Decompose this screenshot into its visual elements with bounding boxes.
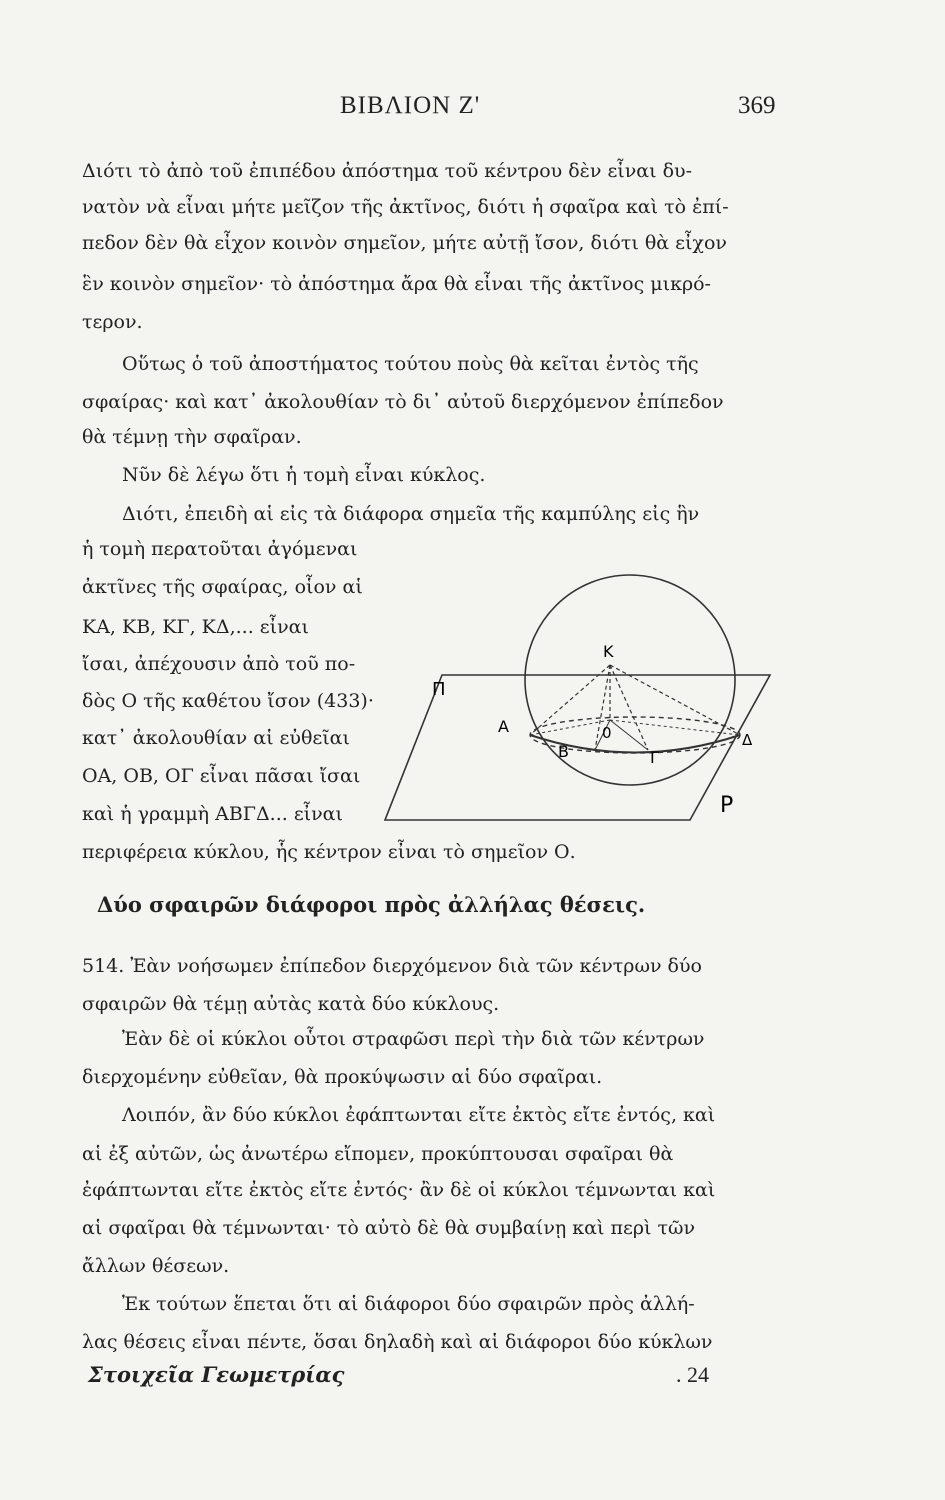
text-line: περιφέρεια κύκλου, ἧς κέντρον εἶναι τὸ σημεῖον Ο. [82, 841, 576, 863]
text-line: Διότι, ἐπειδὴ αἱ εἰς τὰ διάφορα σημεῖα τῆς καμπύλης εἰς ἣν [122, 503, 700, 525]
text-line: ἓν κοινὸν σημεῖον· τὸ ἀπόστημα ἄρα θὰ εἶναι τῆς ἀκτῖνος μικρό- [82, 273, 711, 295]
label-g: Γ [650, 748, 659, 767]
text-line: ἡ τομὴ περατοῦται ἀγόμεναι [82, 538, 358, 560]
text-line: σφαιρῶν θὰ τέμῃ αὐτὰς κατὰ δύο κύκλους. [82, 993, 500, 1015]
text-line: σφαίρας· καὶ κατ᾿ ἀκολουθίαν τὸ δι᾿ αὐτοῦ διερχόμενον ἐπίπεδον [82, 391, 724, 413]
text-line: Νῦν δὲ λέγω ὅτι ἡ τομὴ εἶναι κύκλος. [122, 464, 486, 486]
text-line: αἱ ἐξ αὐτῶν, ὡς ἀνωτέρω εἴπομεν, προκύπτουσαι σφαῖραι θὰ [82, 1143, 674, 1165]
text-line: θὰ τέμνῃ τὴν σφαῖραν. [82, 426, 302, 448]
label-center: K [603, 642, 614, 661]
segment-oa [530, 720, 610, 735]
text-line: ἴσαι, ἀπέχουσιν ἀπὸ τοῦ πο- [82, 653, 356, 675]
text-line: Διότι τὸ ἀπὸ τοῦ ἐπιπέδου ἀπόστημα τοῦ κέντρου δὲν εἶναι δυ- [82, 160, 693, 182]
text-line: ΟΑ, ΟΒ, ΟΓ εἶναι πᾶσαι ἴσαι [82, 765, 361, 787]
label-plane-lower: P [720, 793, 734, 818]
radius-kg [610, 665, 648, 750]
text-line: ἀκτῖνες τῆς σφαίρας, οἷον αἱ [82, 576, 363, 598]
text-line: ἄλλων θέσεων. [82, 1255, 230, 1277]
text-line: 514. Ἐὰν νοήσωμεν ἐπίπεδον διερχόμενον διὰ τῶν κέντρων δύο [82, 955, 702, 977]
text-line: ΚΑ, ΚΒ, ΚΓ, ΚΔ,... εἶναι [82, 616, 309, 638]
text-line: Ἐκ τούτων ἕπεται ὅτι αἱ διάφοροι δύο σφαιρῶν πρὸς ἀλλή- [122, 1293, 695, 1315]
text-line: τερον. [82, 311, 143, 333]
label-foot: 0 [602, 724, 612, 742]
text-line: Ἐὰν δὲ οἱ κύκλοι οὗτοι στραφῶσι περὶ τὴν διὰ τῶν κέντρων [122, 1028, 705, 1050]
text-line: διερχομένην εὐθεῖαν, θὰ προκύψωσιν αἱ δύο σφαῖραι. [82, 1066, 603, 1088]
text-line: πεδον δὲν θὰ εἶχον κοινὸν σημεῖον, μήτε αὐτῇ ἴσον, διότι θὰ εἶχον [82, 232, 727, 254]
chapter-title: ΒΙΒΛΙΟΝ Ζ' [340, 92, 481, 119]
sphere-outline [525, 575, 735, 785]
text-line: λας θέσεις εἶναι πέντε, ὅσαι δηλαδὴ καὶ αἱ διάφοροι δύο κύκλων [82, 1331, 713, 1353]
text-line: αἱ σφαῖραι θὰ τέμνωνται· τὸ αὐτὸ δὲ θὰ συμβαίνῃ καὶ περὶ τῶν [82, 1217, 696, 1239]
running-header [0, 92, 945, 132]
section-heading: Δύο σφαιρῶν διάφοροι πρὸς ἀλλήλας θέσεις. [97, 892, 646, 917]
label-plane-upper: Π [432, 679, 446, 700]
segment-og [610, 720, 648, 750]
text-line: δὸς Ο τῆς καθέτου ἴσον (433)· [82, 690, 374, 712]
label-b: B [558, 742, 569, 761]
label-d: Δ [742, 731, 753, 749]
page-number: 369 [738, 92, 776, 119]
sheet-number: . 24 [676, 1362, 709, 1387]
text-line: Οὕτως ὁ τοῦ ἀποστήματος τούτου ποὺς θὰ κεῖται ἐντὸς τῆς [122, 353, 699, 375]
figure-svg [380, 555, 780, 835]
text-line: νατὸν νὰ εἶναι μήτε μεῖζον τῆς ἀκτῖνος, διότι ἡ σφαῖρα καὶ τὸ ἐπί- [82, 196, 729, 218]
text-line: Λοιπόν, ἂν δύο κύκλοι ἐφάπτωνται εἴτε ἐκτὸς εἴτε ἐντός, καὶ [122, 1104, 716, 1126]
text-line: ἐφάπτωνται εἴτε ἐκτὸς εἴτε ἐντός· ἂν δὲ οἱ κύκλοι τέμνωνται καὶ [82, 1179, 716, 1201]
sphere-plane-figure [380, 555, 780, 835]
label-a: A [498, 717, 509, 736]
text-line: καὶ ἡ γραμμὴ ΑΒΓΔ... εἶναι [82, 803, 343, 825]
text-line: κατ᾿ ἀκολουθίαν αἱ εὐθεῖαι [82, 727, 350, 749]
signature-mark: Στοιχεῖα Γεωμετρίας [88, 1362, 345, 1387]
